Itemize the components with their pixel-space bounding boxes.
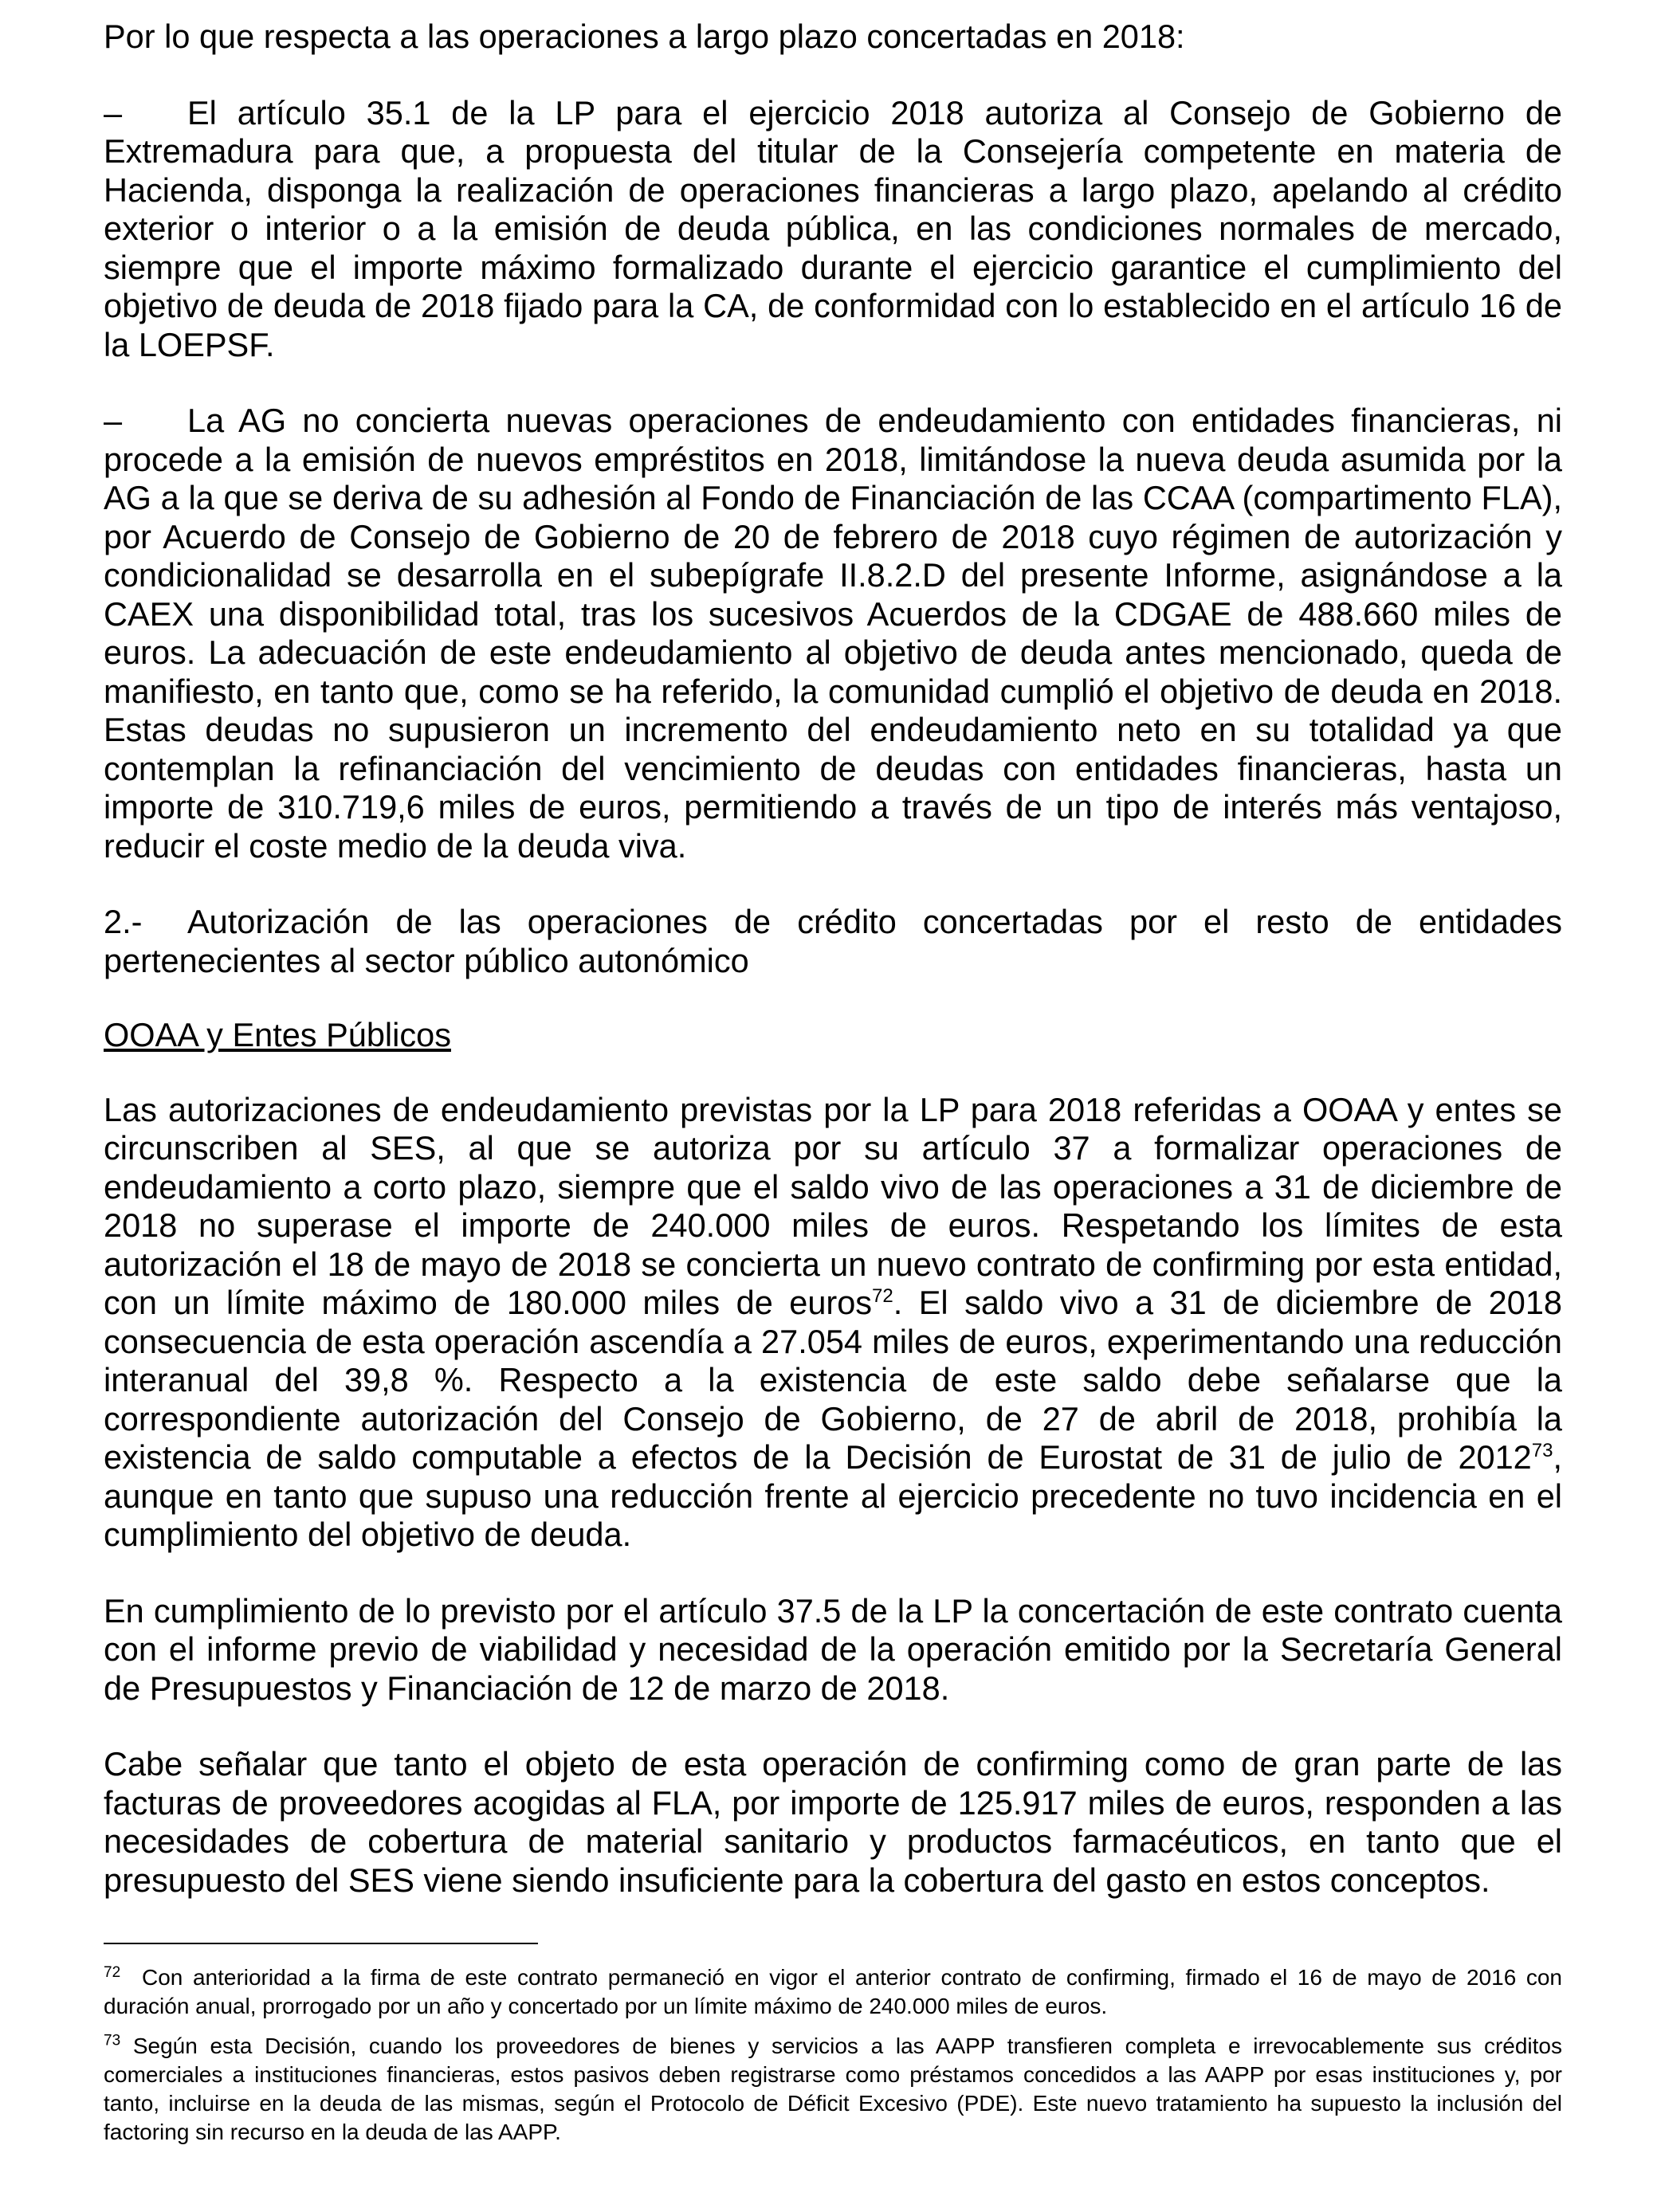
footnote-separator [104,1943,538,1944]
section-heading [104,903,1562,980]
footnote-ref-73[interactable]: 73 [1531,1440,1553,1462]
footnote-73 [104,2032,1562,2147]
long-term-operations-item-1 [104,94,1562,365]
item-2-text: La AG no concierta nuevas operaciones de endeudamiento con entidades financieras, ni procede a la emisión de nuevos empréstitos en 2018, limitándose la nueva deuda asumida por la AG a la que se deriva de su adhesión al Fondo de Financiación de las CCAA (compartimento FLA), por Acuerdo de Consejo de Gobierno de 20 de febrero de 2018 cuyo régimen de autorización y condicionalidad se desarrolla en el subepígrafe II.8.2.D del presente Informe, asignándose a la CAEX una disponibilidad total, tras los sucesivos Acuerdos de la CDGAE de 488.660 miles de euros. La adecuación de este endeudamiento al objetivo de deuda antes mencionado, queda de manifiesto, en tanto que, como se ha referido, la comunidad cumplió el objetivo de deuda en 2018. Estas deudas no supusieron un incremento del endeudamiento neto en su totalidad ya que contemplan la refinanciación del vencimiento de deudas con entidades financieras, hasta un importe de 310.719,6 miles de euros, permitiendo a través de un tipo de interés más ventajoso, reducir el coste medio de la deuda viva. [104,402,1562,865]
footnote-text: Según esta Decisión, cuando los proveedores de bienes y servicios a las AAPP transfieren completa e irrevocablemente sus créditos comerciales a instituciones financieras, estos pasivos deben registrarse como préstamos concedidos a las AAPP por esas instituciones y, por tanto, incluirse en la deuda de las mismas, según el Protocolo de Déficit Excesivo (PDE). Este nuevo tratamiento ha supuesto la inclusión del factoring sin recurso en la deuda de las AAPP. [104,2034,1562,2144]
compliance-paragraph: En cumplimiento de lo previsto por el artículo 37.5 de la LP la concertación de este contrato cuenta con el informe previo de viabilidad y necesidad de la operación emitido por la Secretaría General de Presupuestos y Financiación de 12 de marzo de 2018. [104,1591,1562,1707]
paragraph-text-b: . El saldo vivo a 31 de diciembre de 2018 consecuencia de esta operación ascendía a 27.054 miles de euros, experimentando una reducción interanual del 39,8 %. Respecto a la existencia de este saldo debe señalarse que la correspondiente autorización del Consejo de Gobierno, de 27 de abril de 2018, prohibía la existencia de saldo computable a efectos de la Decisión de Eurostat de 31 de julio de 2012 [104,1284,1562,1476]
footnote-72: $^{72}$ Con anterioridad a la firma de este contrato permaneció en vigor el anterior contrato de confirming, firmado el 16 de mayo de 2016 con duración anual, prorrogado por un año y concertado por un límite máximo de 240.000 miles de euros. [104,1963,1562,2018]
section-title: Autorización de las operaciones de crédito concertadas por el resto de entidades pertenecientes al sector público autonómico [104,903,1562,979]
paragraph-text-c: , aunque en tanto que supuso una reducción frente al ejercicio precedente no tuvo incidencia en el cumplimiento del objetivo de deuda. [104,1438,1562,1553]
footnote-number: 73 [104,2032,121,2049]
confirming-scope-paragraph: Cabe señalar que tanto el objeto de esta operación de confirming como de gran parte de las facturas de proveedores acogidas al FLA, por importe de 125.917 miles de euros, responden a las necesidades de cobertura de material sanitario y productos farmacéuticos, en tanto que el presupuesto del SES viene siendo insuficiente para la cobertura del gasto en estos conceptos. [104,1745,1562,1899]
subsection-title: OOAA y Entes Públicos [104,1016,451,1053]
section-number: 2.- [104,903,143,940]
footnote-ref-72[interactable]: 72 [872,1285,893,1308]
paragraph-text-a: Las autorizaciones de endeudamiento previstas por la LP para 2018 referidas a OOAA y entes se circunscriben al SES, al que se autoriza por su artículo 37 a formalizar operaciones de endeudamiento a corto plazo, siempre que el saldo vivo de las operaciones a 31 de diciembre de 2018 no superase el importe de 240.000 miles de euros. Respetando los límites de esta autorización el 18 de mayo de 2018 se concierta un nuevo contrato de confirming por esta entidad, con un límite máximo de 180.000 miles de euros [104,1090,1562,1321]
footnote-text: Con anterioridad a la firma de este contrato permaneció en vigor el anterior contrato de confirming, firmado el 16 de mayo de 2016 con duración anual, prorrogado por un año y concertado por un límite máximo de 240.000 miles de euros. [104,1965,1562,2018]
dash-bullet: – [104,93,123,131]
intro-paragraph: Por lo que respecta a las operaciones a largo plazo concertadas en 2018: [104,18,1185,55]
long-term-operations-item-2 [104,402,1562,865]
footnotes [104,1943,1562,2158]
subsection-heading [104,1016,1562,1055]
dash-bullet: – [104,402,123,439]
document-page [104,18,1562,1937]
item-1-text: El artículo 35.1 de la LP para el ejercicio 2018 autoriza al Consejo de Gobierno de Extremadura para que, a propuesta del titular de la Consejería competente en materia de Hacienda, disponga la realización de operaciones financieras a largo plazo, apelando al crédito exterior o interior o a la emisión de deuda pública, en las condiciones normales de mercado, siempre que el importe máximo formalizado durante el ejercicio garantice el cumplimiento del objetivo de deuda de 2018 fijado para la CA, de conformidad con lo establecido en el artículo 16 de la LOEPSF. [104,93,1562,363]
ses-authorization-paragraph [104,1091,1562,1555]
